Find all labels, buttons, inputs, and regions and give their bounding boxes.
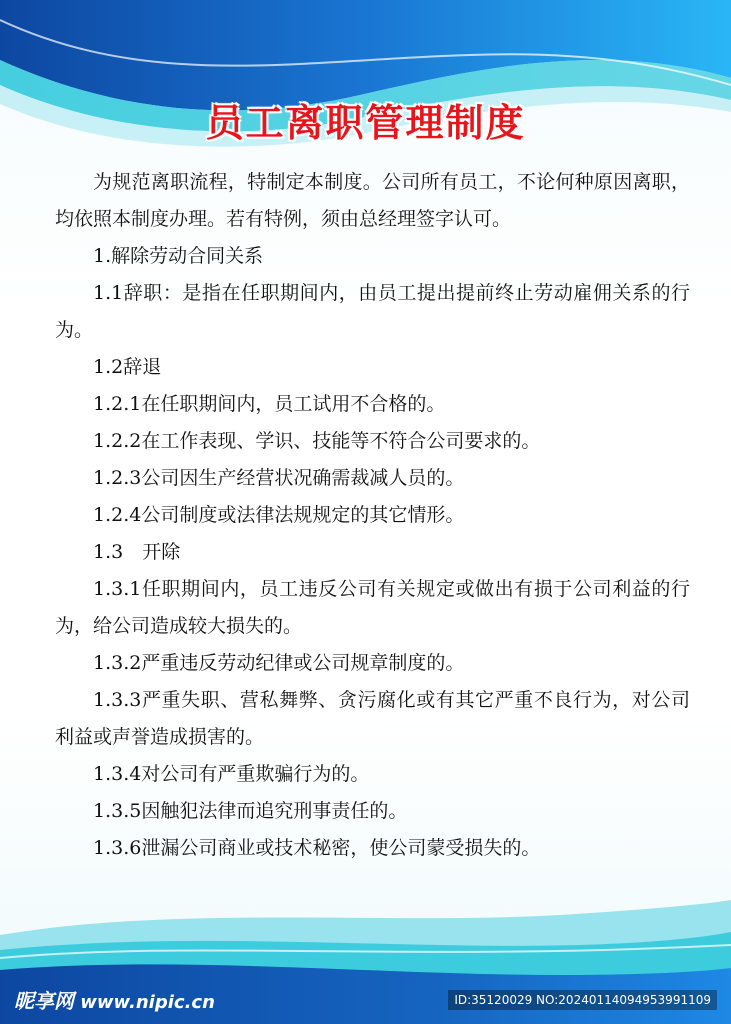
policy-clause: 1.3.5因触犯法律而追究刑事责任的。 [93,800,408,822]
section-heading: 1.3 开除 [93,541,181,563]
watermark-brand: 昵享网 [14,989,74,1013]
policy-clause: 1.3.1任职期间内，员工违反公司有关规定或做出有损于公司利益的行为，给公司造成较大损失的。 [55,578,690,637]
policy-clause: 1.3.6泄漏公司商业或技术秘密，使公司蒙受损失的。 [93,837,541,859]
policy-clause: 1.2.2在工作表现、学识、技能等不符合公司要求的。 [93,430,541,452]
intro-paragraph: 为规范离职流程，特制定本制度。公司所有员工，不论何种原因离职，均依照本制度办理。若有特例，须由总经理签字认可。 [55,171,690,230]
watermark-logo [14,985,215,1014]
policy-clause: 1.1辞职：是指在任职期间内，由员工提出提前终止劳动雇佣关系的行为。 [55,282,690,341]
policy-clause: 1.3.3严重失职、营私舞弊、贪污腐化或有其它严重不良行为，对公司利益或声誉造成损害的。 [55,689,690,748]
page-title: 员工离职管理制度 [205,101,526,145]
policy-body [55,164,690,867]
watermark-url: www.nipic.cn [80,992,215,1013]
policy-clause: 1.2.3公司因生产经营状况确需裁减人员的。 [93,467,465,489]
policy-clause: 1.3.4对公司有严重欺骗行为的。 [93,763,370,785]
policy-clause: 1.3.2严重违反劳动纪律或公司规章制度的。 [93,652,465,674]
section-heading: 1.2辞退 [93,356,162,378]
watermark-id: ID:35120029 NO:20240114094953991109 [448,990,717,1010]
policy-clause: 1.2.1在任职期间内，员工试用不合格的。 [93,393,446,415]
section-heading: 1.解除劳动合同关系 [93,245,264,267]
policy-clause: 1.2.4公司制度或法律法规规定的其它情形。 [93,504,465,526]
